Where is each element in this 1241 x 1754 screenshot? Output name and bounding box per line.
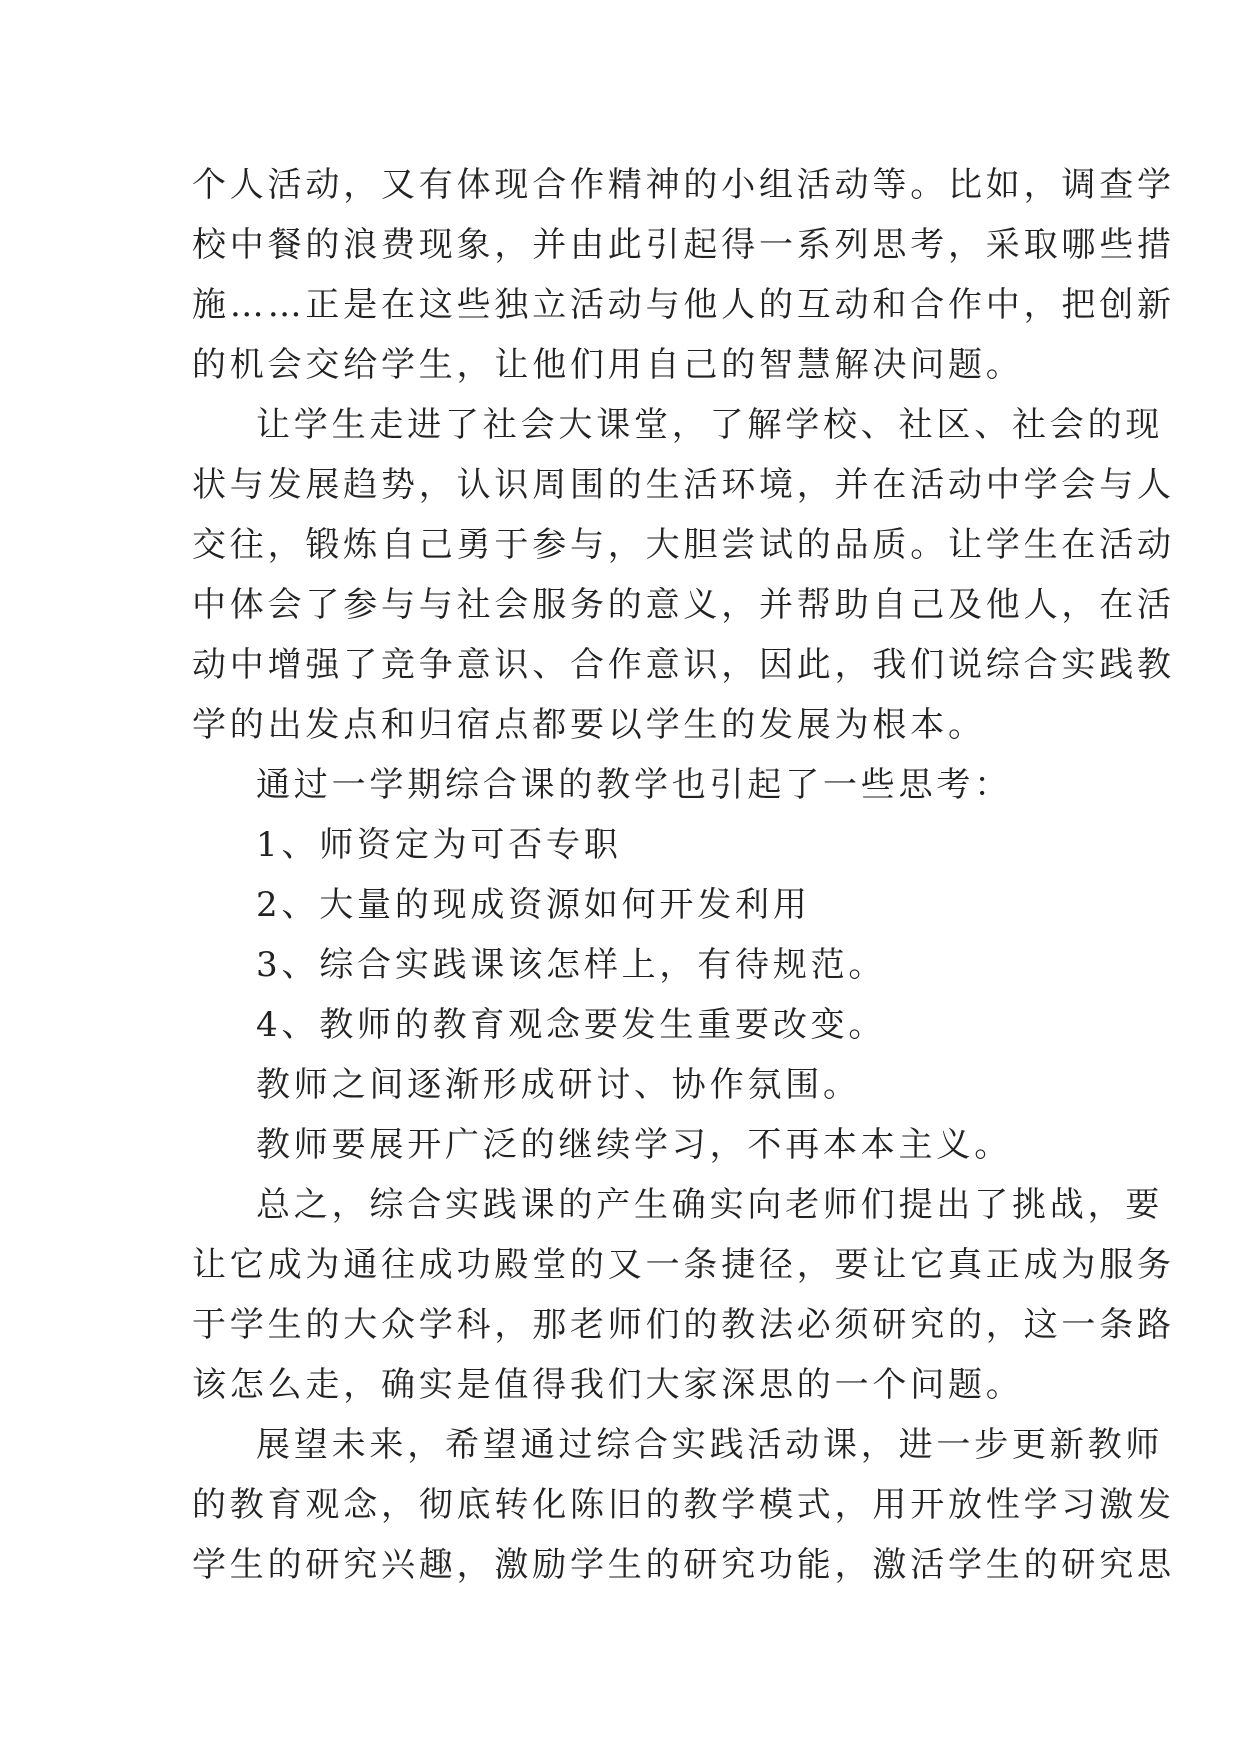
text-line: 的教育观念，彻底转化陈旧的教学模式，用开放性学习激发 [192, 1485, 1175, 1525]
text-line: 教师要展开广泛的继续学习，不再本本主义。 [256, 1125, 1012, 1165]
text-line: 的机会交给学生，让他们用自己的智慧解决问题。 [192, 345, 1024, 385]
list-item: 1、师资定为可否专职 [256, 825, 622, 865]
text-line: 通过一学期综合课的教学也引起了一些思考： [256, 765, 1012, 805]
text-line: 施……正是在这些独立活动与他人的互动和合作中，把创新 [192, 285, 1175, 325]
text-line: 让它成为通往成功殿堂的又一条捷径，要让它真正成为服务 [192, 1245, 1175, 1285]
text-line: 该怎么走，确实是值得我们大家深思的一个问题。 [192, 1365, 1024, 1405]
text-line: 于学生的大众学科，那老师们的教法必须研究的，这一条路 [192, 1305, 1175, 1345]
text-line: 总之，综合实践课的产生确实向老师们提出了挑战，要 [256, 1185, 1164, 1225]
text-line: 学的出发点和归宿点都要以学生的发展为根本。 [192, 705, 986, 745]
list-item: 2、大量的现成资源如何开发利用 [256, 885, 811, 925]
text-line: 中体会了参与与社会服务的意义，并帮助自己及他人，在活 [192, 585, 1175, 625]
text-line: 校中餐的浪费现象，并由此引起得一系列思考，采取哪些措 [192, 225, 1175, 265]
text-line: 展望未来，希望通过综合实践活动课，进一步更新教师 [256, 1425, 1164, 1465]
body-text [192, 155, 1175, 1595]
text-line: 教师之间逐渐形成研讨、协作氛围。 [256, 1065, 861, 1105]
text-line: 让学生走进了社会大课堂，了解学校、社区、社会的现 [256, 405, 1164, 445]
text-line: 学生的研究兴趣，激励学生的研究功能，激活学生的研究思 [192, 1545, 1175, 1585]
text-line: 状与发展趋势，认识周围的生活环境，并在活动中学会与人 [192, 465, 1175, 505]
text-line: 交往，锻炼自己勇于参与，大胆尝试的品质。让学生在活动 [192, 525, 1175, 565]
list-item: 3、综合实践课该怎样上，有待规范。 [256, 945, 887, 985]
text-line: 个人活动，又有体现合作精神的小组活动等。比如，调查学 [192, 165, 1175, 205]
text-line: 动中增强了竞争意识、合作意识，因此，我们说综合实践教 [192, 645, 1175, 685]
list-item: 4、教师的教育观念要发生重要改变。 [256, 1005, 887, 1045]
